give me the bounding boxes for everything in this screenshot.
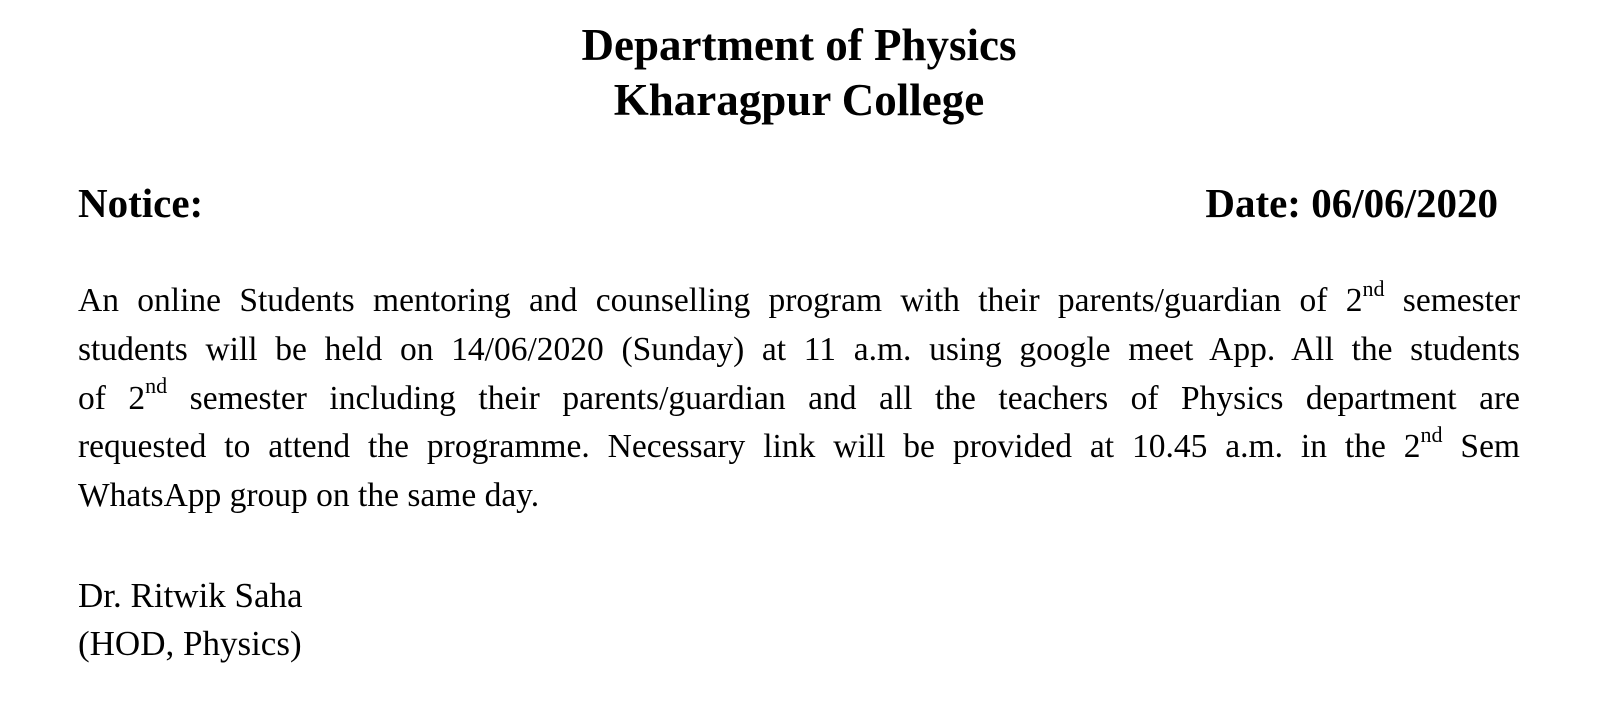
department-title: Department of Physics — [581, 20, 1017, 70]
notice-body — [78, 277, 1520, 521]
body-line-3 — [78, 375, 1520, 424]
body-text-segment: requested to attend the programme. Necessary link will be provided at 10.45 a.m. in the 2 — [78, 428, 1421, 466]
notice-date: Date: 06/06/2020 — [1205, 180, 1498, 226]
ordinal-suffix: nd — [1420, 422, 1443, 448]
signatory-designation: (HOD, Physics) — [78, 624, 302, 663]
body-line-2: students will be held on 14/06/2020 (Sunday) at 11 a.m. using google meet App. All the students — [78, 330, 1520, 368]
body-line-1 — [78, 277, 1520, 326]
college-title: Kharagpur College — [613, 75, 985, 125]
ordinal-suffix: nd — [145, 373, 168, 399]
signatory-name: Dr. Ritwik Saha — [78, 576, 303, 615]
body-text-segment: Sem — [1442, 428, 1520, 466]
signature-block — [78, 572, 303, 668]
body-text-segment: An online Students mentoring and counselling program with their parents/guardian of 2 — [78, 282, 1363, 319]
document-header — [0, 18, 1598, 128]
body-line-5: WhatsApp group on the same day. — [78, 477, 540, 515]
body-text-segment: of 2 — [78, 379, 146, 417]
notice-row — [78, 178, 1498, 228]
body-text-segment: semester — [1384, 282, 1520, 319]
ordinal-suffix: nd — [1362, 275, 1385, 301]
notice-label: Notice: — [78, 180, 204, 226]
body-text-segment: semester including their parents/guardian and all the teachers of Physics department are — [167, 379, 1521, 417]
body-line-4 — [78, 423, 1520, 472]
